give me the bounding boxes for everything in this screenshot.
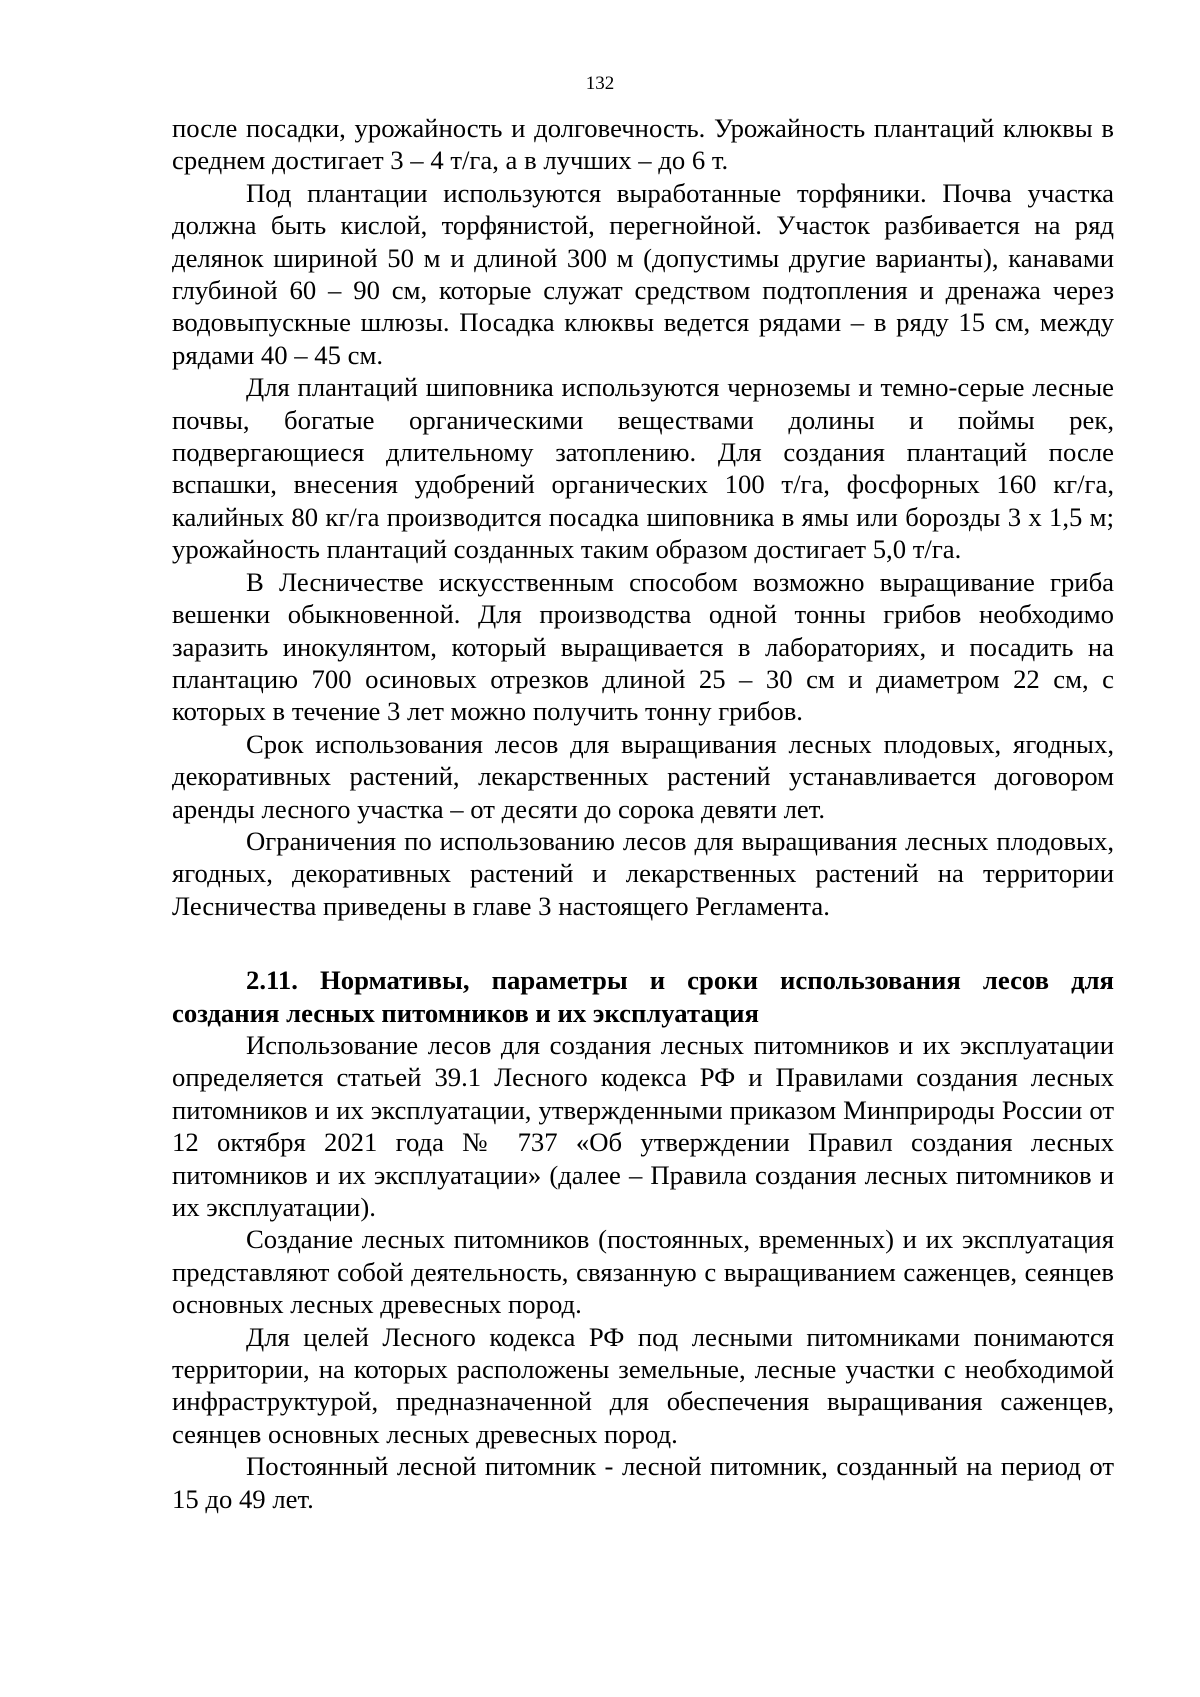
paragraph: после посадки, урожайность и долговечность. Урожайность плантаций клюквы в среднем достигает 3 – 4 т/га, а в лучших – до 6 т. xyxy=(172,113,1114,176)
paragraph: Ограничения по использованию лесов для выращивания лесных плодовых, ягодных, декоративных растений и лекарственных растений на территории Лесничества приведены в главе 3 настоящего Регламента. xyxy=(172,825,1114,921)
paragraph: Постоянный лесной питомник - лесной питомник, созданный на период от 15 до 49 лет. xyxy=(172,1451,1114,1514)
paragraph: Для плантаций шиповника используются черноземы и темно-серые лесные почвы, богатые органическими веществами долины и поймы рек, подвергающиеся длительному затоплению. Для создания плантаций после вспашки, внесения удобрений органических 100 т/га, фосфорных 160 кг/га, калийных 80 кг/га производится посадка шиповника в ямы или борозды 3 х 1,5 м; урожайность плантаций созданных таким образом достигает 5,0 т/га. xyxy=(172,372,1114,565)
paragraph: В Лесничестве искусственным способом возможно выращивание гриба вешенки обыкновенной. Для производства одной тонны грибов необходимо заразить инокулянтом, который выращивается в лабораториях, и посадить на плантацию 700 осиновых отрезков длиной 25 – 30 см и диаметром 22 см, с которых в течение 3 лет можно получить тонну грибов. xyxy=(172,566,1114,727)
section-heading: 2.11. Нормативы, параметры и сроки использования лесов для создания лесных питомников и их эксплуатация xyxy=(172,965,1114,1028)
paragraph: Для целей Лесного кодекса РФ под лесными питомниками понимаются территории, на которых расположены земельные, лесные участки с необходимой инфраструктурой, предназначенной для обеспечения выращивания саженцев, сеянцев основных лесных древесных пород. xyxy=(172,1321,1114,1449)
paragraph: Создание лесных питомников (постоянных, временных) и их эксплуатация представляют собой деятельность, связанную с выращиванием саженцев, сеянцев основных лесных древесных пород. xyxy=(172,1224,1114,1320)
paragraph: Под плантации используются выработанные торфяники. Почва участка должна быть кислой, торфянистой, перегнойной. Участок разбивается на ряд делянок шириной 50 м и длиной 300 м (допустимы другие варианты), канавами глубиной 60 – 90 см, которые служат средством подтопления и дренажа через водовыпускные шлюзы. Посадка клюквы ведется рядами – в ряду 15 см, между рядами 40 – 45 см. xyxy=(172,177,1114,370)
paragraph: Срок использования лесов для выращивания лесных плодовых, ягодных, декоративных растений, лекарственных растений устанавливается договором аренды лесного участка – от десяти до сорока девяти лет. xyxy=(172,728,1114,824)
page-number: 132 xyxy=(585,73,615,94)
paragraph: Использование лесов для создания лесных питомников и их эксплуатации определяется статьей 39.1 Лесного кодекса РФ и Правилами создания лесных питомников и их эксплуатации, утвержденными приказом Минприроды России от 12 октября 2021 года № 737 «Об утверждении Правил создания лесных питомников и их эксплуатации» (далее – Правила создания лесных питомников и их эксплуатации). xyxy=(172,1029,1114,1222)
document-body xyxy=(172,112,1114,1515)
